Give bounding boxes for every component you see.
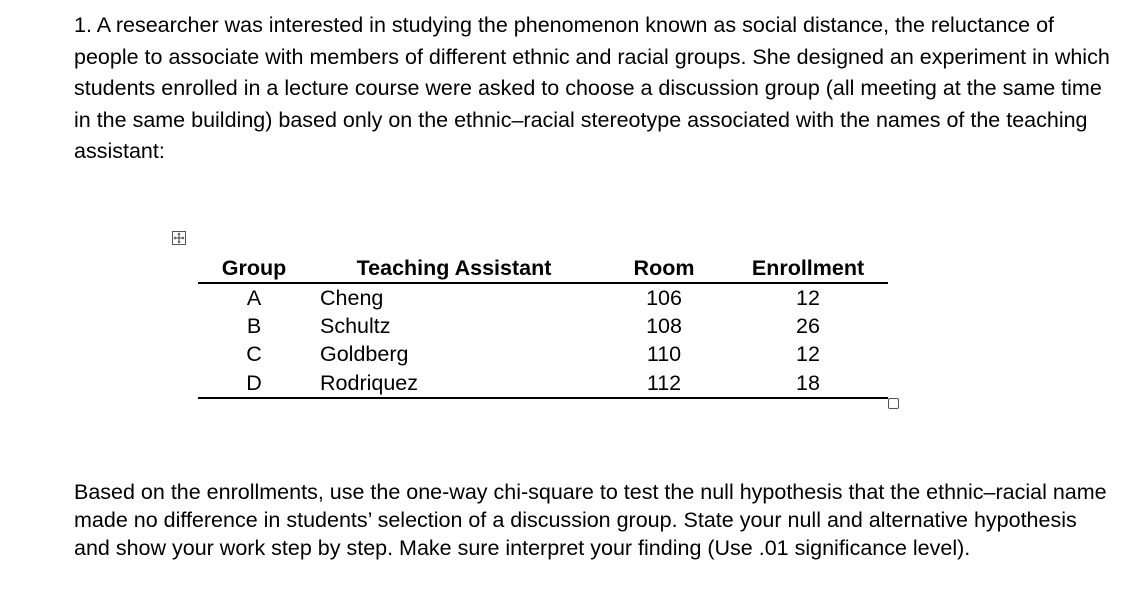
row-c-room: 110	[646, 342, 682, 366]
row-b-ta: Schultz	[320, 314, 391, 338]
row-a-room: 106	[646, 286, 682, 310]
row-d-room: 112	[646, 371, 682, 395]
row-a-ta: Cheng	[320, 286, 384, 310]
row-c-group: C	[246, 342, 262, 366]
header-teaching-assistant: Teaching Assistant	[356, 256, 552, 280]
question-prompt: Based on the enrollments, use the one-way chi-square to test the null hypothesis that the ethnic–racial name made no difference in students’ selection of a discussion group. State your null and alternative hypothesis and show your work step by step. Make sure interpret your finding (Use .01 significance level).	[74, 480, 1107, 560]
row-a-enrollment: 12	[796, 286, 820, 310]
row-d-ta: Rodriquez	[320, 371, 418, 395]
table-resize-handle[interactable]	[888, 398, 899, 409]
bottom-rule	[198, 397, 888, 399]
header-rule	[198, 282, 888, 284]
row-b-room: 108	[646, 314, 682, 338]
row-d-group: D	[246, 371, 262, 395]
header-room: Room	[633, 256, 695, 280]
row-c-enrollment: 12	[796, 342, 820, 366]
table-move-icon[interactable]	[172, 231, 186, 245]
question-intro: 1. A researcher was interested in studying the phenomenon known as social distance, the reluctance of people to associate with members of different ethnic and racial groups. She designed an experiment in which students enrolled in a lecture course were asked to choose a discussion group (all meeting at the same time in the same building) based only on the ethnic–racial stereotype associated with the names of the teaching assistant:	[74, 13, 1110, 164]
header-group: Group	[221, 256, 287, 280]
row-b-group: B	[246, 314, 262, 338]
row-a-group: A	[246, 286, 262, 310]
row-c-ta: Goldberg	[320, 342, 409, 366]
header-enrollment: Enrollment	[751, 256, 865, 280]
row-d-enrollment: 18	[796, 371, 820, 395]
row-b-enrollment: 26	[796, 314, 820, 338]
